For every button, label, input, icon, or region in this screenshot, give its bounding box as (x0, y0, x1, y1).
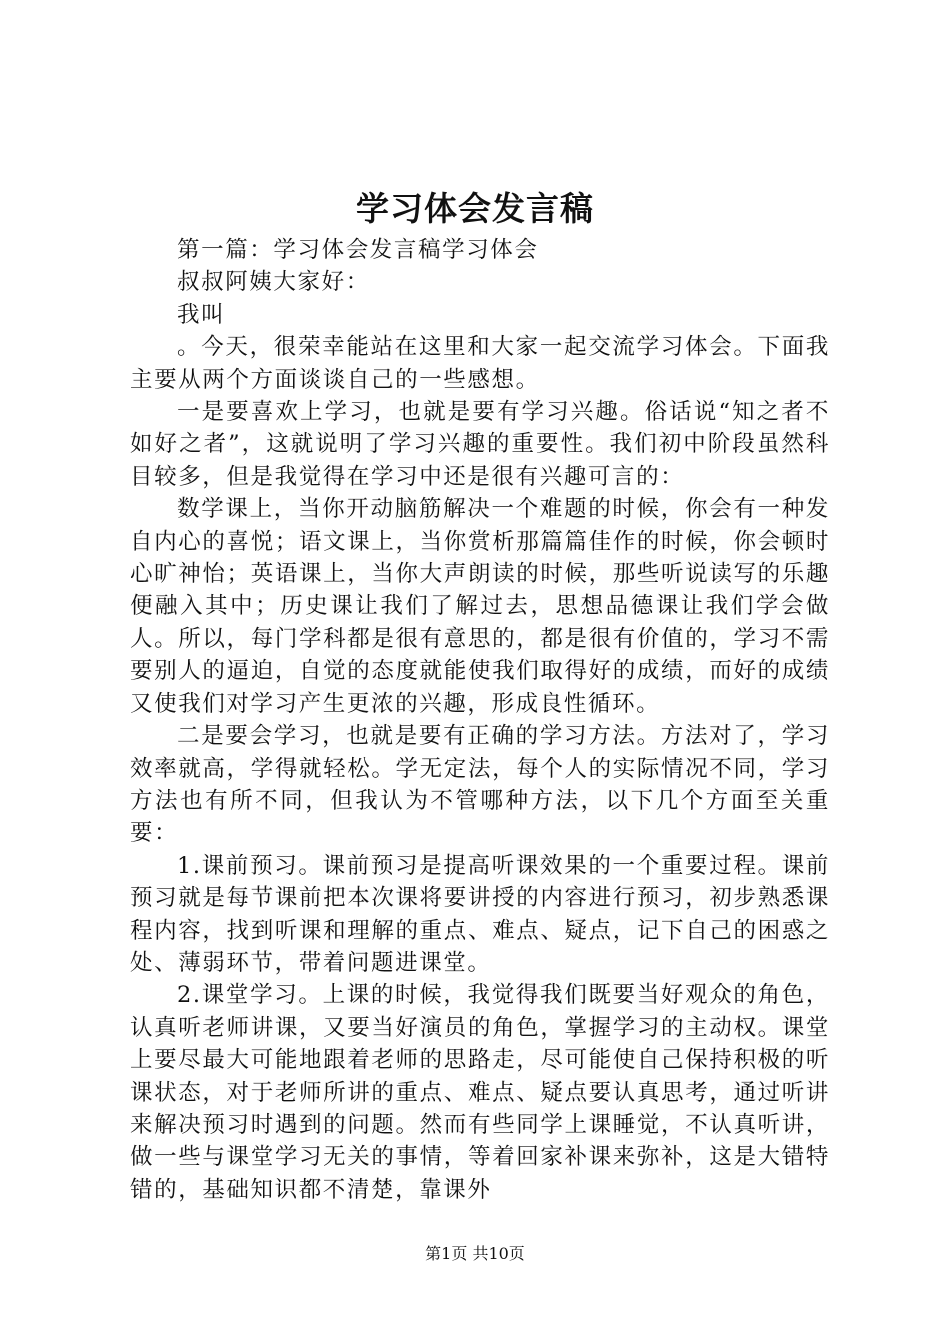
paragraph-name: 我叫 (177, 301, 226, 328)
paragraph-subjects: 数学课上，当你开动脑筋解决一个难题的时候，你会有一种发自内心的喜悦；语文课上，当你赏析那篇篇佳作的时候，你会顿时心旷神怡；英语课上，当你大声朗读的时候，那些听说读写的乐趣便融入其中；历史课让我们了解过去，思想品德课让我们学会做人。所以，每门学科都是很有意思的，都是很有价值的，学习不需要别人的逼迫，自觉的态度就能使我们取得好的成绩，而好的成绩又使我们对学习产生更浓的兴趣，形成良性循环。 (130, 496, 830, 717)
paragraph-method: 二是要会学习，也就是要有正确的学习方法。方法对了，学习效率就高，学得就轻松。学无定法，每个人的实际情况不同，学习方法也有所不同，但我认为不管哪种方法，以下几个方面至关重要： (130, 723, 830, 847)
paragraph-heading: 第一篇：学习体会发言稿学习体会 (177, 237, 539, 263)
paragraph-preview: 1.课前预习。课前预习是提高听课效果的一个重要过程。课前预习就是每节课前把本次课将要讲授的内容进行预习，初步熟悉课程内容，找到听课和理解的重点、难点、疑点，记下自己的困惑之处、薄弱环节，带着问题进课堂。 (130, 852, 830, 976)
document-body (130, 234, 830, 1206)
paragraph-greeting: 叔叔阿姨大家好： (177, 269, 370, 296)
paragraph-classroom: 2.课堂学习。上课的时候，我觉得我们既要当好观众的角色，认真听老师讲课，又要当好演员的角色，掌握学习的主动权。课堂上要尽最大可能地跟着老师的思路走，尽可能使自己保持积极的听课状态，对于老师所讲的重点、难点、疑点要认真思考，通过听讲来解决预习时遇到的问题。然而有些同学上课睡觉，不认真听讲，做一些与课堂学习无关的事情，等着回家补课来弥补，这是大错特错的，基础知识都不清楚，靠课外 (130, 982, 830, 1203)
document-title: 学习体会发言稿 (356, 189, 594, 228)
paragraph-intro: 。今天，很荣幸能站在这里和大家一起交流学习体会。下面我主要从两个方面谈谈自己的一些感想。 (130, 334, 830, 393)
paragraph-interest: 一是要喜欢上学习，也就是要有学习兴趣。俗话说“知之者不如好之者”，这就说明了学习兴趣的重要性。我们初中阶段虽然科目较多，但是我觉得在学习中还是很有兴趣可言的： (130, 399, 830, 490)
page-number: 第1页 共10页 (425, 1244, 525, 1263)
